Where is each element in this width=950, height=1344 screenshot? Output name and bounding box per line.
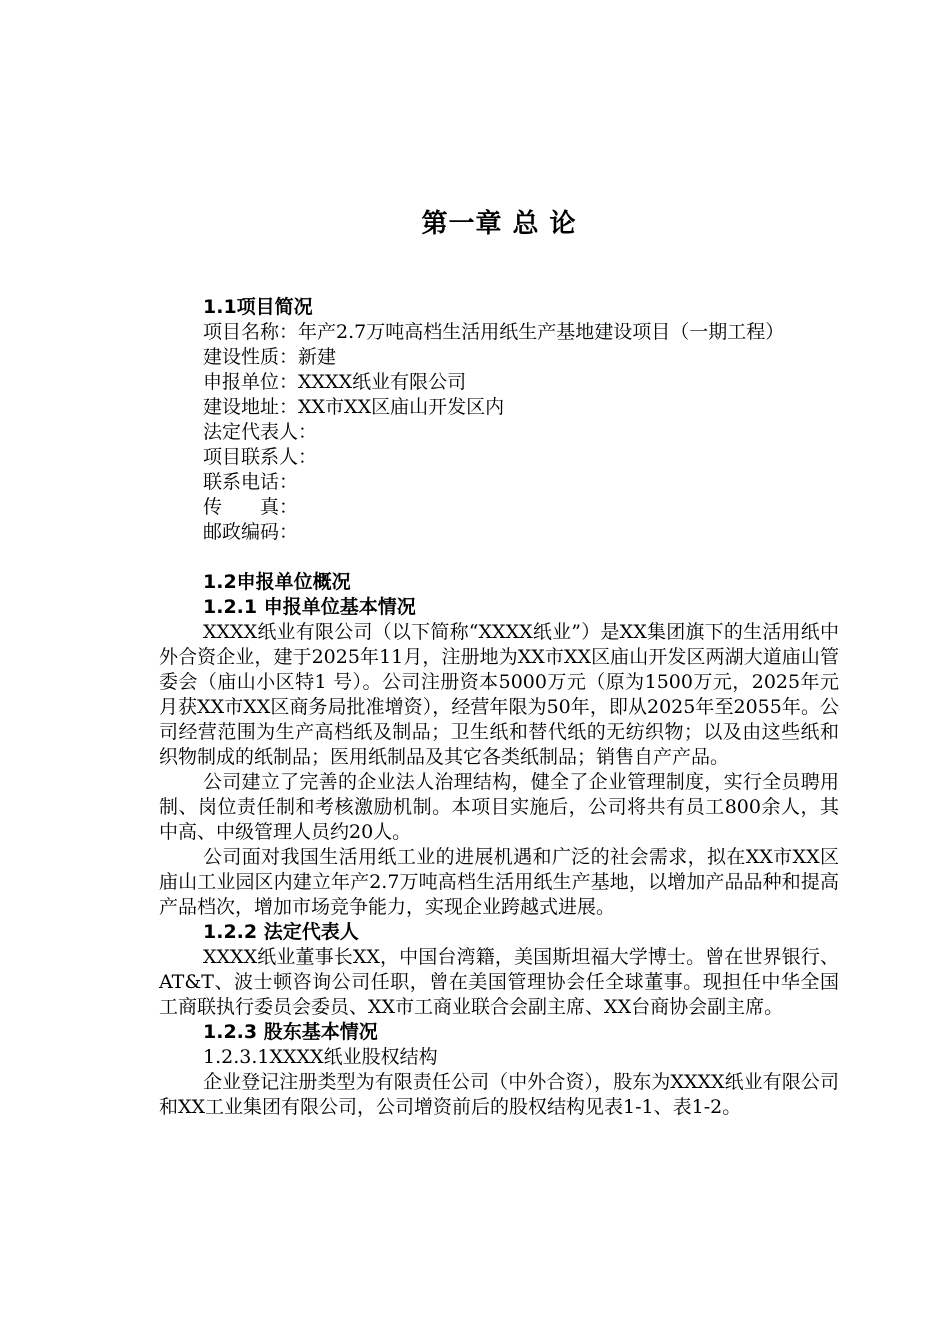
paragraph: 公司面对我国生活用纸工业的进展机遇和广泛的社会需求，拟在XX市XX区庙山工业园区内建立年产2.7万吨高档生活用纸生产基地，以增加产品品种和提高产品档次，增加市场竞争能力，实现企业跨越式进展。 — [159, 846, 839, 918]
section-1-2-3-heading: 1.2.3 股东基本情况 — [203, 1021, 378, 1043]
project-name: 项目名称：年产2.7万吨高档生活用纸生产基地建设项目（一期工程） — [203, 321, 785, 343]
section-spacer — [159, 545, 839, 570]
section-1-1-heading: 1.1项目简况 — [203, 296, 313, 318]
paragraph: XXXX纸业有限公司（以下简称“XXXX纸业”）是XX集团旗下的生活用纸中外合资企业，建于2025年11月，注册地为XX市XX区庙山开发区两湖大道庙山管委会（庙山小区特1 号）。公司注册资本5000万元（原为1500万元，2025年元月获XX市XX区商务局批准增资），经营年限为50年，即从2025年至2055年。公司经营范围为生产高档纸及制品；卫生纸和替代纸的无纺织物；以及由这些纸和织物制成的纸制品；医用纸制品及其它各类纸制品；销售自产产品。 — [159, 621, 839, 768]
legal-representative: 法定代表人： — [203, 421, 318, 443]
paragraph: XXXX纸业董事长XX，中国台湾籍，美国斯坦福大学博士。曾在世界银行、AT&T、波士顿咨询公司任职，曾在美国管理协会任全球董事。现担任中华全国工商联执行委员会委员、XX市工商业联合会副主席、XX台商协会副主席。 — [159, 946, 839, 1018]
postcode: 邮政编码： — [203, 521, 299, 543]
project-contact: 项目联系人： — [203, 446, 318, 468]
construction-nature: 建设性质：新建 — [203, 346, 337, 368]
fax: 传 真： — [203, 496, 299, 518]
section-1-2-2-heading: 1.2.2 法定代表人 — [203, 921, 359, 943]
document-page — [159, 205, 839, 1120]
chapter-title: 第一章 总 论 — [421, 209, 577, 239]
section-1-2-3-1-heading: 1.2.3.1XXXX纸业股权结构 — [203, 1046, 438, 1068]
paragraph: 企业登记注册类型为有限责任公司（中外合资），股东为XXXX纸业有限公司和XX工业集团有限公司，公司增资前后的股权结构见表1-1、表1-2。 — [159, 1071, 839, 1118]
section-1-2-1-heading: 1.2.1 申报单位基本情况 — [203, 596, 416, 618]
paragraph: 公司建立了完善的企业法人治理结构，健全了企业管理制度，实行全员聘用制、岗位责任制和考核激励机制。本项目实施后，公司将共有员工800余人，其中高、中级管理人员约20人。 — [159, 771, 839, 843]
construction-address: 建设地址：XX市XX区庙山开发区内 — [203, 396, 505, 418]
section-1-2-heading: 1.2申报单位概况 — [203, 571, 351, 593]
contact-phone: 联系电话： — [203, 471, 299, 493]
applicant-unit: 申报单位：XXXX纸业有限公司 — [203, 371, 467, 393]
